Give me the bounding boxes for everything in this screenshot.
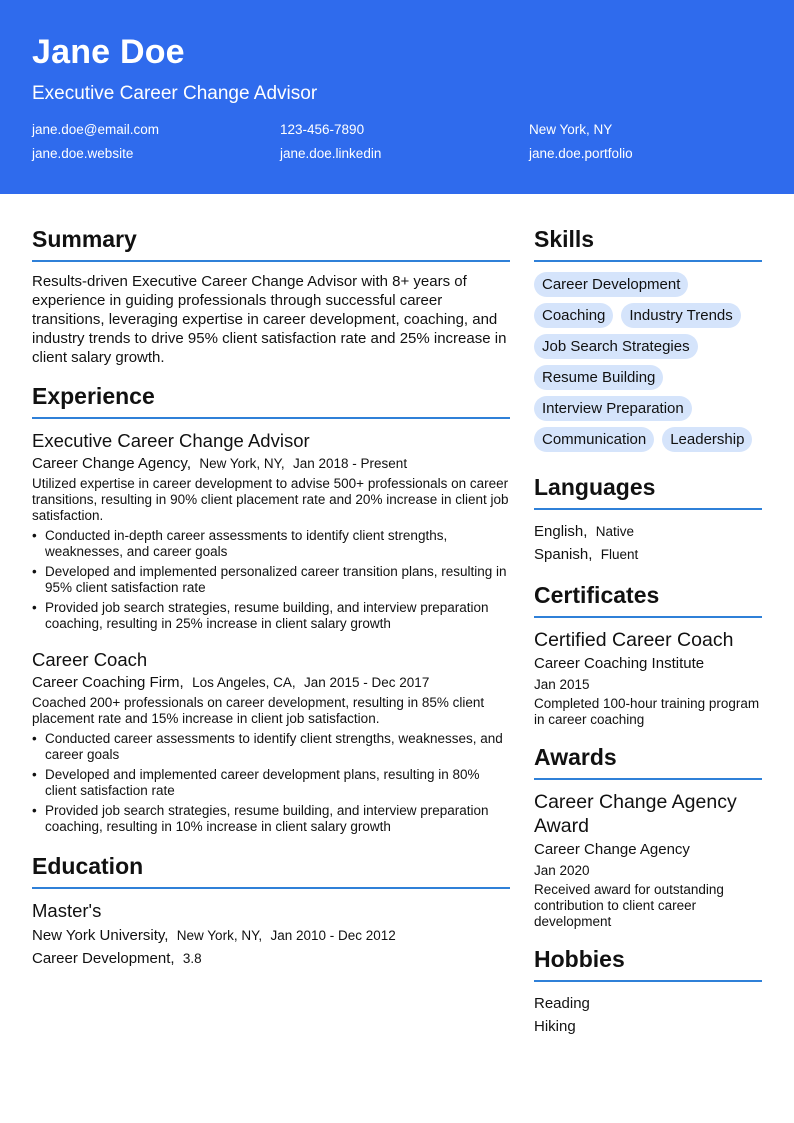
contact-location: New York, NY (529, 122, 613, 137)
hobby-item: Hiking (534, 1018, 576, 1035)
job-location: New York, NY, (199, 456, 285, 471)
award-description: Received award for outstanding contribution to client career development (534, 882, 724, 929)
skill-chip: Job Search Strategies (534, 334, 698, 359)
section-heading: Skills (534, 224, 762, 262)
job-title: Executive Career Change Advisor (32, 430, 310, 451)
job-bullet: • Provided job search strategies, resume building, and interview preparation coaching, resulting in 25% increase in client salary growth (32, 600, 510, 632)
award-issuer: Career Change Agency (534, 841, 690, 858)
contact-email[interactable]: jane.doe@email.com (32, 122, 160, 137)
contact-portfolio[interactable]: jane.doe.portfolio (529, 146, 633, 161)
job-description: Utilized expertise in career development to advise 500+ professionals on career transitions, resulting in 90% client placement rate and 20% increase in client job satisfaction. (32, 476, 509, 523)
skill-chip: Interview Preparation (534, 396, 692, 421)
job-bullets (32, 528, 510, 632)
section-heading: Summary (32, 224, 510, 262)
awards-section (534, 742, 762, 930)
job-bullet: • Developed and implemented career development plans, resulting in 80% client satisfaction rate (32, 767, 510, 799)
skill-chip: Industry Trends (621, 303, 740, 328)
language-item (534, 520, 762, 543)
contact-phone[interactable]: 123-456-7890 (280, 122, 365, 137)
skill-chip: Resume Building (534, 365, 663, 390)
job-title: Career Coach (32, 649, 148, 670)
edu-degree: Master's (32, 900, 102, 921)
side-column (534, 224, 762, 1052)
job-meta (32, 673, 510, 693)
skill-chip: Coaching (534, 303, 613, 328)
candidate-title: Executive Career Change Advisor (32, 83, 318, 104)
summary-text: Results-driven Executive Career Change Advisor with 8+ years of experience in guiding professionals through successful career transitions, leveraging expertise in career development, coaching, and industry trends to drive 95% client satisfaction rate and 25% increase in client salary growth. (32, 273, 507, 366)
certificate-issuer: Career Coaching Institute (534, 655, 705, 672)
job-entry (32, 648, 510, 835)
job-dates: Jan 2018 - Present (293, 456, 408, 471)
edu-location: New York, NY, (176, 928, 263, 943)
job-bullet: • Provided job search strategies, resume building, and interview preparation coaching, resulting in 10% increase in client salary growth (32, 803, 510, 835)
job-entry (32, 429, 510, 632)
job-bullets (32, 731, 510, 835)
job-dates: Jan 2015 - Dec 2017 (303, 675, 430, 690)
edu-school: New York University, (32, 927, 169, 944)
job-bullet: • Developed and implemented personalized career transition plans, resulting in 95% client satisfaction rate (32, 564, 510, 596)
job-meta (32, 454, 510, 474)
section-heading: Certificates (534, 580, 762, 618)
certificate-date: Jan 2015 (534, 677, 590, 692)
language-item (534, 543, 762, 566)
certificate-description: Completed 100-hour training program in career coaching (534, 696, 760, 727)
edu-field: Career Development, (32, 950, 175, 967)
job-description: Coached 200+ professionals on career development, resulting in 85% client placement rate and 15% increase in client job satisfaction. (32, 695, 485, 726)
certificates-section (534, 580, 762, 728)
main-column (32, 224, 510, 984)
section-heading: Hobbies (534, 944, 762, 982)
skill-chips (534, 272, 762, 458)
job-bullet: • Conducted in-depth career assessments to identify client strengths, weaknesses, and career goals (32, 528, 510, 560)
skill-chip: Leadership (662, 427, 752, 452)
skill-chip: Communication (534, 427, 654, 452)
education-section (32, 851, 510, 970)
section-heading: Awards (534, 742, 762, 780)
award-title: Career Change Agency Award (534, 791, 737, 837)
candidate-name: Jane Doe (32, 33, 185, 71)
language-level: Fluent (600, 547, 639, 562)
experience-section (32, 381, 510, 835)
job-bullet: • Conducted career assessments to identify client strengths, weaknesses, and career goals (32, 731, 510, 763)
language-name: Spanish, (534, 546, 593, 563)
section-heading: Languages (534, 472, 762, 510)
edu-field-line (32, 947, 510, 970)
languages-section (534, 472, 762, 566)
language-level: Native (595, 524, 634, 539)
skill-chip: Career Development (534, 272, 688, 297)
job-company: Career Change Agency, (32, 455, 191, 472)
edu-school-line (32, 924, 510, 947)
edu-gpa: 3.8 (182, 951, 202, 966)
contact-website[interactable]: jane.doe.website (32, 146, 134, 161)
language-name: English, (534, 523, 588, 540)
contact-linkedin[interactable]: jane.doe.linkedin (280, 146, 382, 161)
job-company: Career Coaching Firm, (32, 674, 184, 691)
edu-dates: Jan 2010 - Dec 2012 (270, 928, 396, 943)
section-heading: Experience (32, 381, 510, 419)
summary-section (32, 224, 510, 367)
resume-header (0, 0, 794, 194)
skills-section (534, 224, 762, 458)
job-location: Los Angeles, CA, (192, 675, 296, 690)
section-heading: Education (32, 851, 510, 889)
hobbies-section (534, 944, 762, 1038)
certificate-title: Certified Career Coach (534, 629, 734, 651)
hobby-item: Reading (534, 995, 590, 1012)
award-date: Jan 2020 (534, 863, 590, 878)
